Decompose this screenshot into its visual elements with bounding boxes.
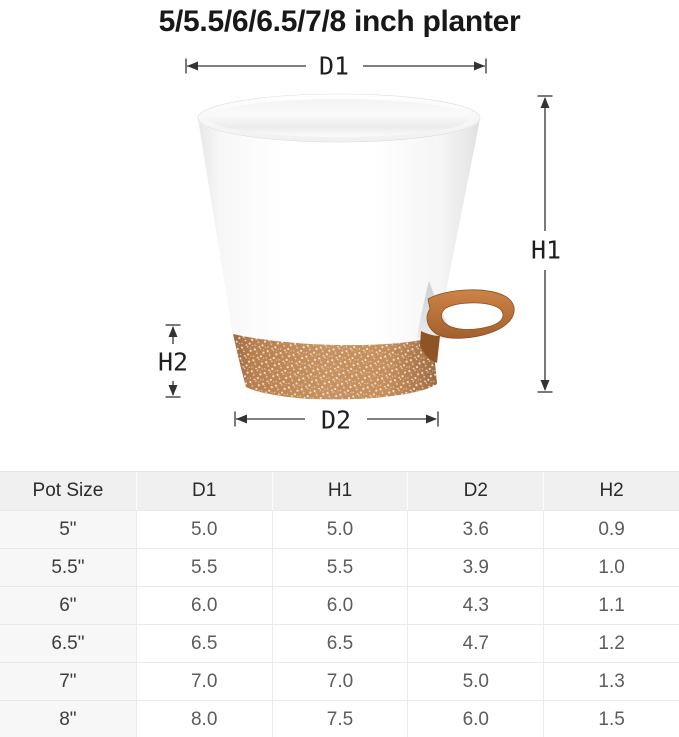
table-cell-pot-size: 8" (0, 700, 136, 737)
table-cell: 1.2 (543, 624, 679, 662)
dimension-label-d2: D2 (320, 405, 352, 435)
table-cell: 4.3 (407, 586, 543, 624)
table-cell: 7.0 (136, 662, 272, 700)
table-header-d1: D1 (136, 472, 272, 510)
table-header-h1: H1 (272, 472, 408, 510)
table-cell: 7.5 (272, 700, 408, 737)
size-chart-table (0, 471, 679, 737)
table-cell: 1.0 (543, 548, 679, 586)
table-cell: 3.6 (407, 510, 543, 548)
pull-tab-loop (427, 290, 514, 338)
table-cell-pot-size: 5.5" (0, 548, 136, 586)
table-cell-pot-size: 5" (0, 510, 136, 548)
table-cell: 6.0 (407, 700, 543, 737)
page-title: 5/5.5/6/6.5/7/8 inch planter (158, 5, 521, 38)
table-row (0, 548, 679, 586)
table-cell: 5.5 (136, 548, 272, 586)
table-cell: 8.0 (136, 700, 272, 737)
table-header-row (0, 472, 679, 510)
table-row (0, 624, 679, 662)
table-cell: 1.5 (543, 700, 679, 737)
table-cell: 7.0 (272, 662, 408, 700)
table-row (0, 662, 679, 700)
table-header-d2: D2 (407, 472, 543, 510)
table-cell: 5.0 (272, 510, 408, 548)
table-cell: 6.5 (136, 624, 272, 662)
table-cell: 4.7 (407, 624, 543, 662)
table-cell: 0.9 (543, 510, 679, 548)
table-row (0, 510, 679, 548)
table-cell: 5.0 (407, 662, 543, 700)
table-cell-pot-size: 6" (0, 586, 136, 624)
table-cell-pot-size: 7" (0, 662, 136, 700)
table-header-pot-size: Pot Size (0, 472, 136, 510)
table-cell: 3.9 (407, 548, 543, 586)
table-cell: 6.0 (136, 586, 272, 624)
table-row (0, 700, 679, 737)
table-cell: 5.5 (272, 548, 408, 586)
dimension-label-d1: D1 (318, 51, 350, 81)
dimension-label-h1: H1 (530, 235, 562, 265)
table-cell: 5.0 (136, 510, 272, 548)
pot-rim-inner (208, 99, 470, 137)
table-cell: 1.1 (543, 586, 679, 624)
table-cell: 6.0 (272, 586, 408, 624)
dimension-label-h2: H2 (157, 347, 189, 377)
table-header-h2: H2 (543, 472, 679, 510)
table-row (0, 586, 679, 624)
table-cell: 6.5 (272, 624, 408, 662)
table-cell-pot-size: 6.5" (0, 624, 136, 662)
table-cell: 1.3 (543, 662, 679, 700)
planter-illustration (198, 94, 514, 399)
